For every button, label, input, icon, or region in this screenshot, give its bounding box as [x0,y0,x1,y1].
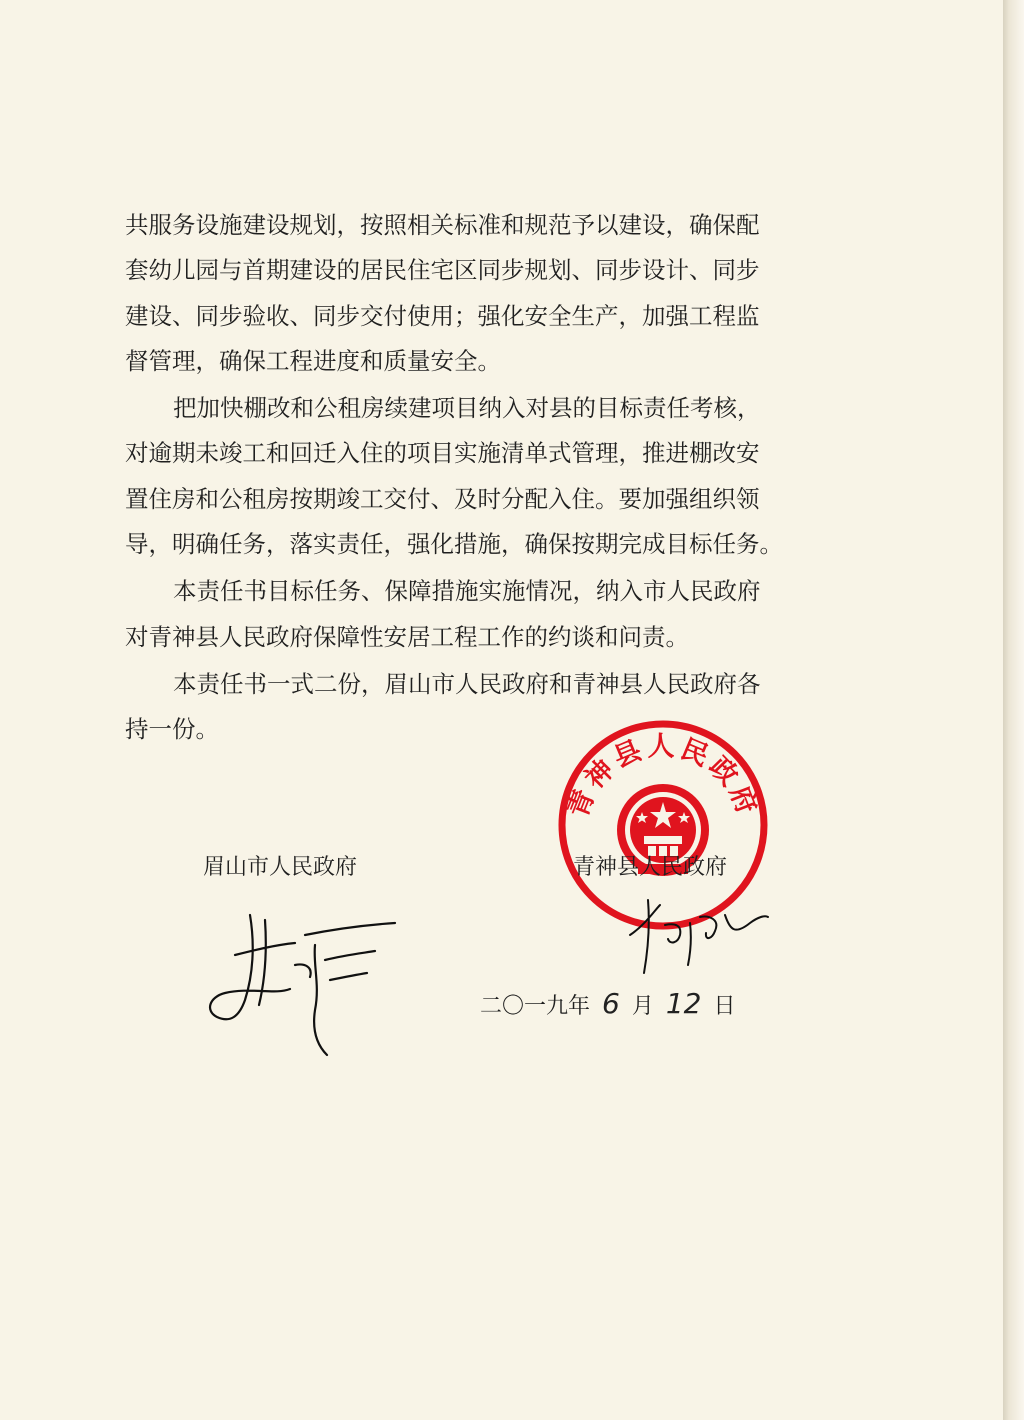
date-day: 12 [665,987,702,1020]
body-line: 对逾期未竣工和回迁入住的项目实施清单式管理，推进棚改安 [125,439,760,468]
body-text [125,203,845,753]
body-line: 对青神县人民政府保障性安居工程工作的约谈和问责。 [125,622,689,651]
date-month-unit: 月 [631,994,654,1019]
body-line: 置住房和公租房按期竣工交付、及时分配入住。要加强组织领 [125,484,760,513]
body-line: 导，明确任务，落实责任，强化措施，确保按期完成目标任务。 [125,530,783,559]
date-month: 6 [602,987,620,1020]
handwritten-signature-left [195,905,405,1065]
body-line: 本责任书目标任务、保障措施实施情况，纳入市人民政府 [173,577,761,606]
body-line: 共服务设施建设规划，按照相关标准和规范予以建设，确保配 [125,211,760,239]
body-line: 持一份。 [125,715,219,744]
seal-text: 青神县人民政府 [562,731,764,822]
page-edge [1003,0,1024,1420]
signatory-left: 眉山市人民政府 [203,855,358,880]
signatory-right: 青神县人民政府 [573,855,728,880]
body-line: 督管理，确保工程进度和质量安全。 [125,346,501,375]
date-day-unit: 日 [713,994,736,1019]
date-prefix: 二〇一九年 [480,994,591,1019]
signing-date [480,987,736,1020]
body-line: 把加快棚改和公租房续建项目纳入对县的目标责任考核， [173,394,761,423]
handwritten-signature-right [610,895,770,975]
body-line: 建设、同步验收、同步交付使用；强化安全生产，加强工程监 [125,301,760,330]
body-line: 本责任书一式二份，眉山市人民政府和青神县人民政府各 [173,669,761,698]
body-line: 套幼儿园与首期建设的居民住宅区同步规划、同步设计、同步 [125,256,760,285]
